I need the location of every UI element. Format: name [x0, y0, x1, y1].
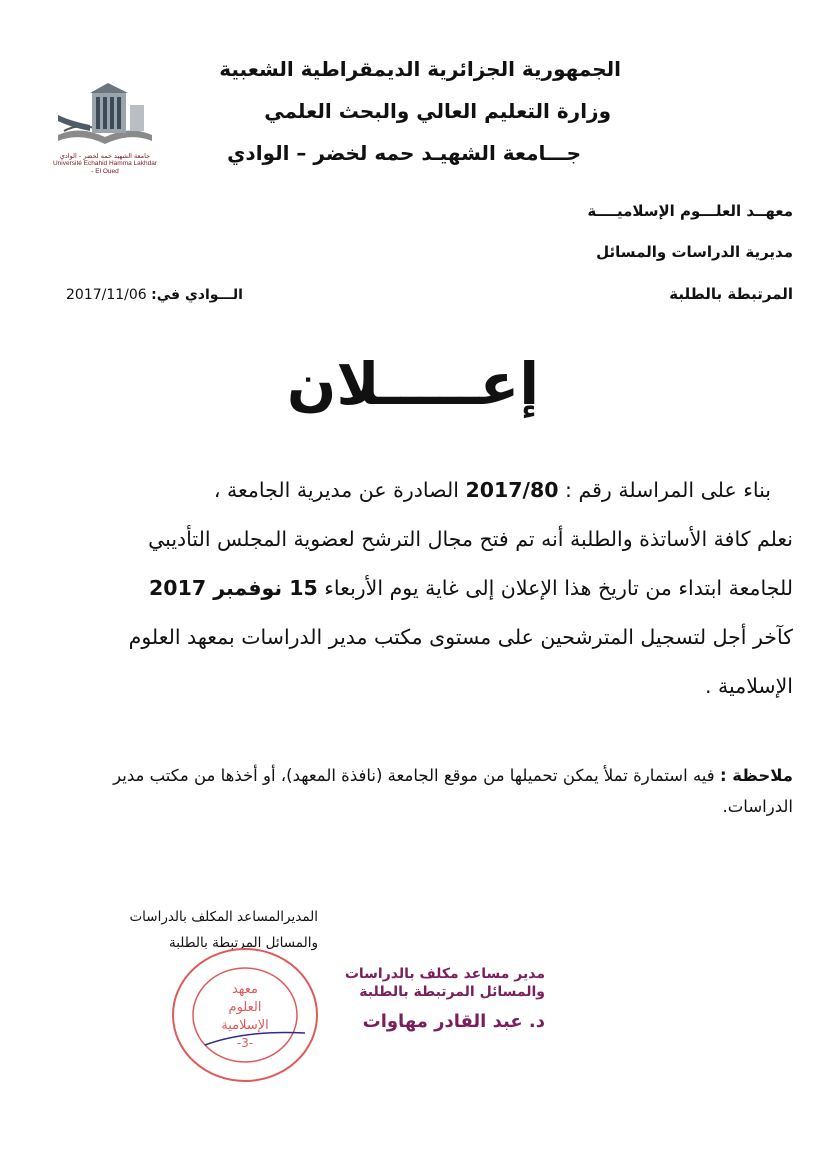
- note: [80, 760, 793, 822]
- body-line-5: الإسلامية .: [705, 674, 793, 698]
- date-value: 2017/11/06: [66, 287, 147, 303]
- seal-line-1: معهد: [231, 982, 259, 997]
- logo-caption: [52, 152, 158, 176]
- stamp-name: د. عبد القادر مهاوات: [362, 1011, 545, 1032]
- department-institute: معهــد العلـــوم الإسلاميــــة: [587, 202, 793, 220]
- body-p1-post: الصادرة عن مديرية الجامعة ،: [213, 478, 459, 502]
- body-line-4: كآخر أجل لتسجيل المترشحين على مستوى مكتب مدير الدراسات بمعهد العلوم: [128, 625, 793, 649]
- header-republic: الجمهورية الجزائرية الديمقراطية الشعبية: [219, 57, 621, 81]
- body-line-2: نعلم كافة الأساتذة والطلبة أنه تم فتح مجال الترشح لعضوية المجلس التأديبي: [148, 527, 793, 551]
- note-label: ملاحظة :: [719, 766, 793, 785]
- logo-caption-fr: Université Echahid Hamma Lakhdar - El Oued: [52, 160, 158, 175]
- seal-line-3: الإسلامية: [221, 1018, 269, 1033]
- seal-line-2: العلوم: [228, 1000, 262, 1015]
- director-stamp: [330, 965, 545, 1035]
- signature-subtitle: والمسائل المرتبطة بالطلبة: [168, 935, 318, 951]
- header-ministry: وزارة التعليم العالي والبحث العلمي: [264, 99, 611, 123]
- body-p1-pre: بناء على المراسلة رقم :: [565, 478, 771, 502]
- stamp-line-2: والمسائل المرتبطة بالطلبة: [359, 984, 545, 1000]
- department-directorate: مديرية الدراسات والمسائل: [596, 243, 793, 261]
- seal-number: -3-: [236, 1036, 254, 1050]
- seal-ring-text: [165, 945, 170, 948]
- stamp-line-1: مدير مساعد مكلف بالدراسات: [344, 966, 545, 982]
- official-seal: [165, 945, 325, 1085]
- announcement-body: [40, 466, 793, 711]
- body-line-3: [40, 564, 793, 613]
- svg-text:وزارة التعليم العالي والبحث ال: [165, 945, 170, 948]
- logo-caption-ar: جامعة الشهيد حمه لخضر - الوادي: [59, 152, 151, 160]
- department-students: المرتبطة بالطلبة: [669, 285, 793, 303]
- body-line-1: [40, 466, 771, 515]
- header-university: جـــامعة الشهيـد حمه لخضر – الوادي: [227, 141, 581, 165]
- note-text: فيه استمارة تملأ يمكن تحميلها من موقع الجامعة (نافذة المعهد)، أو أخذها من مكتب مدير الدراسات.: [113, 766, 793, 816]
- deadline-date: 15 نوفمبر 2017: [149, 576, 318, 600]
- official-seal-icon: [165, 945, 325, 1085]
- signature-title: المديرالمساعد المكلف بالدراسات: [129, 909, 318, 925]
- document-date: [66, 287, 243, 303]
- university-logo-icon: [50, 75, 160, 155]
- body-p3-pre: للجامعة ابتداء من تاريخ هذا الإعلان إلى غاية يوم الأربعاء: [324, 576, 793, 600]
- page-title: إعـــــلان: [286, 350, 540, 418]
- date-label: الـــوادي في:: [151, 287, 243, 303]
- correspondence-number: 2017/80: [465, 478, 559, 502]
